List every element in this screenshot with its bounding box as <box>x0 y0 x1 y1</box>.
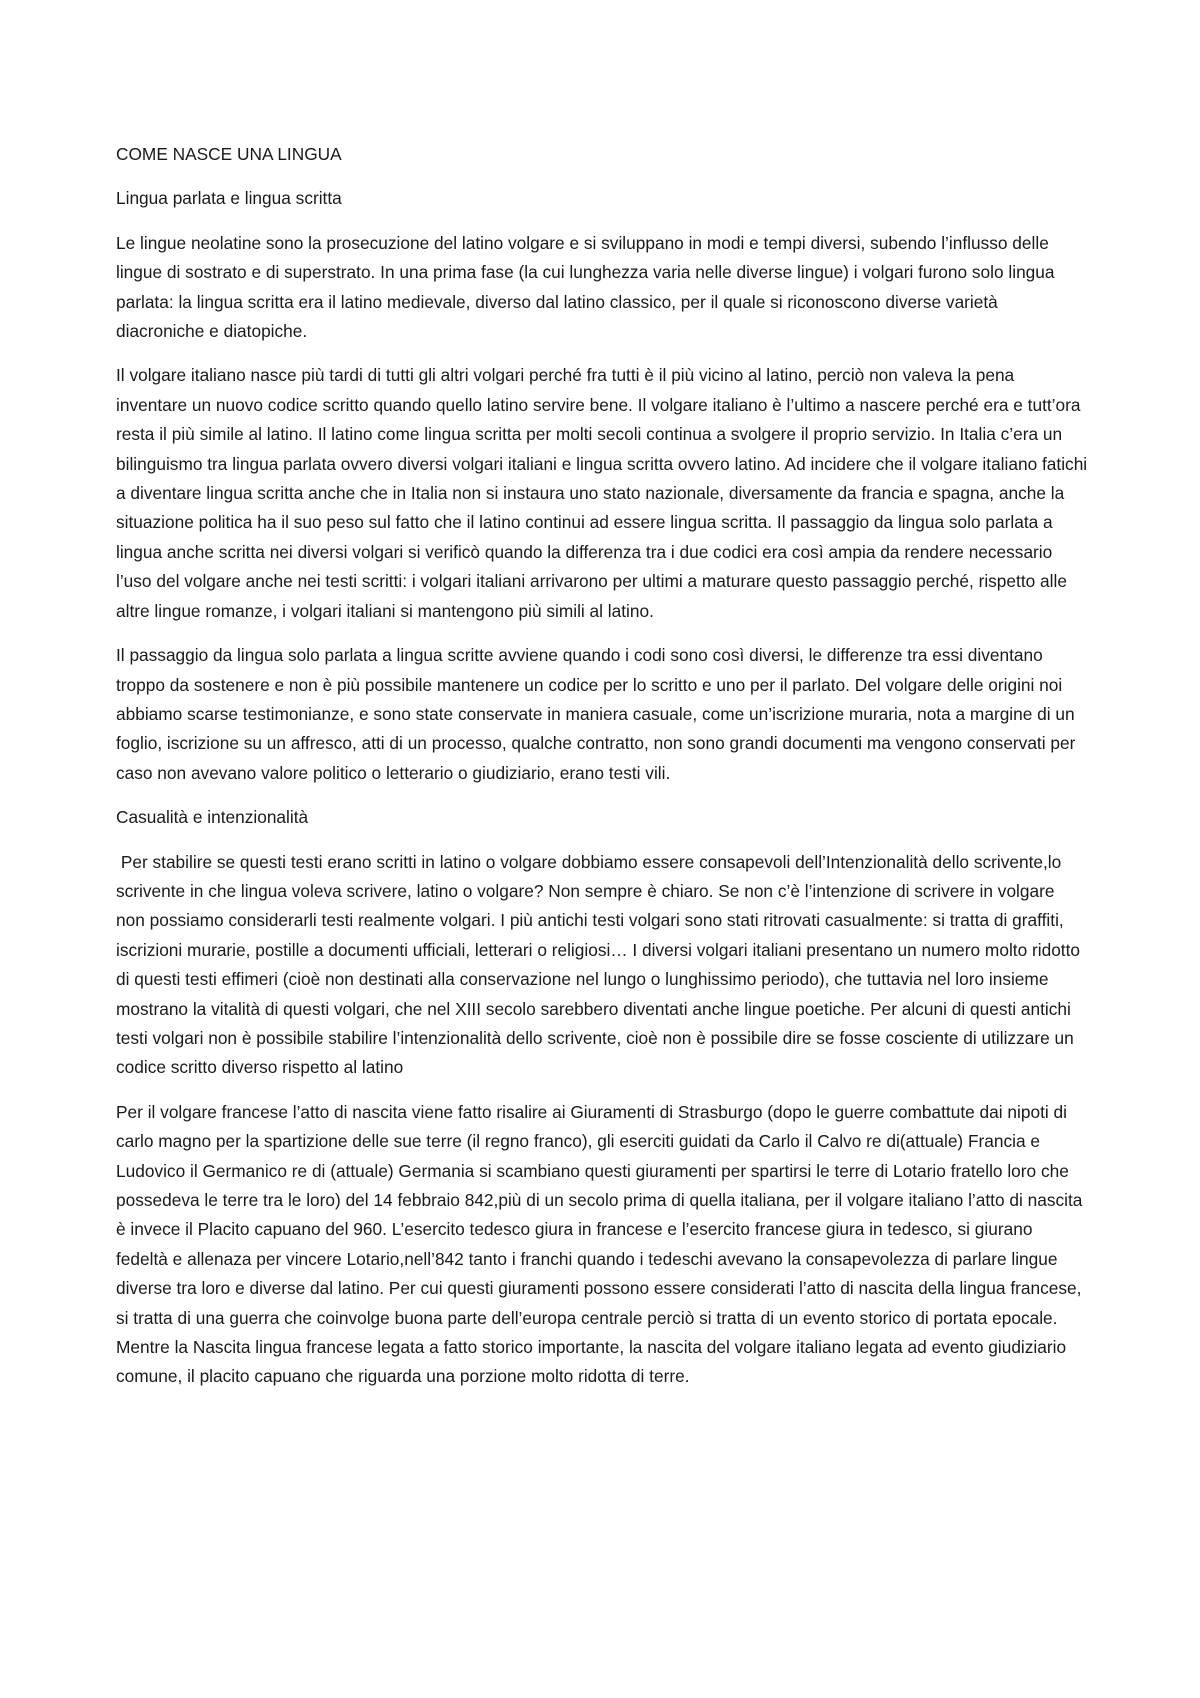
paragraph-giuramenti-strasburgo: Per il volgare francese l’atto di nascita viene fatto risalire ai Giuramenti di Strasburgo (dopo le guerre combattute dai nipoti di carlo magno per la spartizione delle sue terre (il regno franco), gli eserciti guidati da Carlo il Calvo re di(attuale) Francia e Ludovico il Germanico re di (attuale) Germania si scambiano questi giuramenti per spartirsi le terre di Lotario fratello loro che possedeva le terre tra le loro) del 14 febbraio 842,più di un secolo prima di quella italiana, per il volgare italiano l’atto di nascita è invece il Placito capuano del 960. L’esercito tedesco giura in francese e l’esercito francese giura in tedesco, si giurano fedeltà e allenaza per vincere Lotario,nell’842 tanto i franchi quando i tedeschi avevano la consapevolezza di parlare lingue diverse tra loro e diverse dal latino. Per cui questi giuramenti possono essere considerati l’atto di nascita della lingua francese, si tratta di una guerra che coinvolge buona parte dell’europa centrale perciò si tratta di un evento storico di portata epocale. Mentre la Nascita lingua francese legata a fatto storico importante, la nascita del volgare italiano legata ad evento giudiziario comune, il placito capuano che riguarda una porzione molto ridotta di terre. <box>116 1101 1083 1387</box>
paragraph-lingue-neolatine: Le lingue neolatine sono la prosecuzione del latino volgare e si sviluppano in modi e tempi diversi, subendo l’influsso delle lingue di sostrato e di superstrato. In una prima fase (la cui lunghezza varia nelle diverse lingue) i volgari furono solo lingua parlata: la lingua scritta era il latino medievale, diverso dal latino classico, per il quale si riconoscono diverse varietà diacroniche e diatopiche. <box>116 232 1055 342</box>
paragraph-intenzionalita: Per stabilire se questi testi erano scritti in latino o volgare dobbiamo essere consapevoli dell’Intenzionalità dello scrivente,lo scrivente in che lingua voleva scrivere, latino o volgare? Non sempre è chiaro. Se non c’è l’intenzione di scrivere in volgare non possiamo considerarli testi realmente volgari. I più antichi testi volgari sono stati ritrovati casualmente: si tratta di graffiti, iscrizioni murarie, postille a documenti ufficiali, letterari o religiosi… I diversi volgari italiani presentano un numero molto ridotto di questi testi effimeri (cioè non destinati alla conservazione nel lungo o lunghissimo periodo), che tuttavia nel loro insieme mostrano la vitalità di questi volgari, che nel XIII secolo sarebbero diventati anche lingue poetiche. Per alcuni di questi antichi testi volgari non è possibile stabilire l’intenzionalità dello scrivente, cioè non è possibile dire se fosse cosciente di utilizzare un codice scritto diverso rispetto al latino <box>116 851 1085 1078</box>
document-page <box>116 140 1088 1407</box>
section-heading-lingua-parlata: Lingua parlata e lingua scritta <box>116 188 342 209</box>
section-heading-casualita: Casualità e intenzionalità <box>116 807 309 828</box>
paragraph-passaggio-lingua: Il passaggio da lingua solo parlata a lingua scritte avviene quando i codi sono così diversi, le differenze tra essi diventano troppo da sostenere e non è più possibile mantenere un codice per lo scritto e uno per il parlato. Del volgare delle origini noi abbiamo scarse testimonianze, e sono state conservate in maniera casuale, come un’iscrizione muraria, nota a margine di un foglio, iscrizione su un affresco, atti di un processo, qualche contratto, non sono grandi documenti ma vengono conservati per caso non avevano valore politico o letterario o giudiziario, erano testi vili. <box>116 645 1076 783</box>
document-title: COME NASCE UNA LINGUA <box>116 144 342 164</box>
paragraph-volgare-italiano: Il volgare italiano nasce più tardi di tutti gli altri volgari perché fra tutti è il più vicino al latino, perciò non valeva la pena inventare un nuovo codice scritto quando quello latino servire bene. Il volgare italiano è l’ultimo a nascere perché era e tutt’ora resta il più simile al latino. Il latino come lingua scritta per molti secoli continua a svolgere il proprio servizio. In Italia c’era un bilinguismo tra lingua parlata ovvero diversi volgari italiani e lingua scritta ovvero latino. Ad incidere che il volgare italiano fatichi a diventare lingua scritta anche che in Italia non si instaura uno stato nazionale, diversamente da francia e spagna, anche la situazione politica ha il suo peso sul fatto che il latino continui ad essere lingua scritta. Il passaggio da lingua solo parlata a lingua anche scritta nei diversi volgari si verificò quando la differenza tra i due codici era così ampia da rendere necessario l’uso del volgare anche nei testi scritti: i volgari italiani arrivarono per ultimi a maturare questo passaggio perché, rispetto alle altre lingue romanze, i volgari italiani si mantengono più simili al latino. <box>116 365 1088 621</box>
